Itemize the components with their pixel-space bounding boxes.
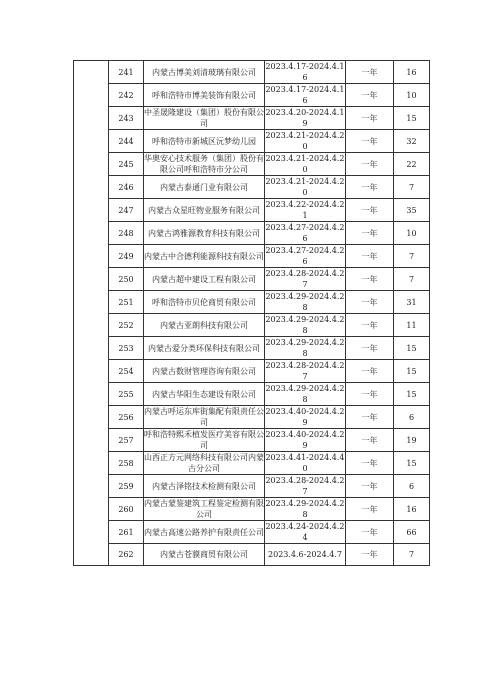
validity-period-cell: 2023.4.21-2024.4.20 [265,131,345,151]
validity-period-cell: 2023.4.20-2024.4.19 [265,108,345,128]
table-row [74,314,430,337]
row-number-cell: 246 [109,176,144,199]
row-number-cell: 262 [109,544,144,566]
count-cell: 15 [394,383,430,406]
company-name-cell: 内蒙古亚朗科技有限公司 [144,314,265,337]
validity-period-cell: 2023.4.17-2024.4.16 [265,85,345,105]
table-row [74,521,430,544]
term-cell: 一年 [346,176,394,199]
term-cell: 一年 [346,498,394,521]
company-name-cell: 呼和浩特市博美装饰有限公司 [144,84,265,107]
count-cell: 7 [394,268,430,291]
table-row [74,452,430,475]
count-cell: 6 [394,475,430,498]
row-number-cell: 243 [109,107,144,130]
row-number-cell: 254 [109,360,144,383]
validity-period-cell: 2023.4.24-2024.4.24 [265,522,345,542]
validity-period-cell: 2023.4.21-2024.4.20 [265,177,345,197]
company-name-cell: 内蒙古超中建设工程有限公司 [144,268,265,291]
count-cell: 6 [394,406,430,429]
row-number-cell: 241 [109,61,144,84]
row-number-cell: 249 [109,245,144,268]
row-number-cell: 261 [109,521,144,544]
table-row [74,291,430,314]
term-cell: 一年 [346,475,394,498]
company-name-cell: 内蒙古众星旺物业服务有限公司 [144,199,265,222]
records-table [73,60,430,566]
validity-period-cell: 2023.4.28-2024.4.27 [265,361,345,381]
count-cell: 15 [394,107,430,130]
validity-period-cell: 2023.4.41-2024.4.40 [265,453,345,473]
count-cell: 16 [394,498,430,521]
validity-period-cell: 2023.4.29-2024.4.28 [265,315,345,335]
validity-period-cell: 2023.4.22-2024.4.21 [265,200,345,220]
company-name-cell: 呼和浩特市贝伦商贸有限公司 [144,291,265,314]
count-cell: 7 [394,544,430,566]
row-number-cell: 259 [109,475,144,498]
company-name-cell: 内蒙古呼运东库街集配有限责任公司 [144,407,264,427]
row-number-cell: 251 [109,291,144,314]
company-name-cell: 内蒙古华阳生态建设有限公司 [144,383,265,406]
row-number-cell: 252 [109,314,144,337]
term-cell: 一年 [346,199,394,222]
term-cell: 一年 [346,153,394,176]
validity-period-cell: 2023.4.21-2024.4.20 [265,154,345,174]
company-name-cell: 华奥安心技术服务（集团）股份有限公司呼和浩特市分公司 [144,154,264,174]
table-row [74,406,430,429]
count-cell: 31 [394,291,430,314]
validity-period-cell: 2023.4.17-2024.4.16 [265,62,345,82]
term-cell: 一年 [346,337,394,360]
table-row [74,84,430,107]
term-cell: 一年 [346,245,394,268]
row-number-cell: 245 [109,153,144,176]
validity-period-cell: 2023.4.40-2024.4.29 [265,407,345,427]
count-cell: 15 [394,452,430,475]
table-row [74,245,430,268]
table-row [74,199,430,222]
validity-period-cell: 2023.4.27-2024.4.26 [265,246,345,266]
company-name-cell: 内蒙古泰通门业有限公司 [144,176,265,199]
row-number-cell: 255 [109,383,144,406]
table-row [74,360,430,383]
count-cell: 7 [394,176,430,199]
row-number-cell: 248 [109,222,144,245]
table-row [74,176,430,199]
table-row [74,429,430,452]
count-cell: 10 [394,222,430,245]
count-cell: 19 [394,429,430,452]
table-row [74,383,430,406]
table-row [74,544,430,566]
validity-period-cell: 2023.4.29-2024.4.28 [265,499,345,519]
validity-period-cell: 2023.4.28-2024.4.27 [265,269,345,289]
term-cell: 一年 [346,452,394,475]
company-name-cell: 山西正方元网络科技有限公司内蒙古分公司 [144,453,264,473]
term-cell: 一年 [346,61,394,84]
table-row [74,61,430,84]
table-row [74,130,430,153]
row-number-cell: 258 [109,452,144,475]
validity-period-cell: 2023.4.29-2024.4.28 [265,338,345,358]
row-number-cell: 257 [109,429,144,452]
count-cell: 7 [394,245,430,268]
table-row [74,498,430,521]
validity-period-cell: 2023.4.40-2024.4.29 [265,430,345,450]
count-cell: 16 [394,61,430,84]
count-cell: 11 [394,314,430,337]
term-cell: 一年 [346,521,394,544]
row-number-cell: 256 [109,406,144,429]
validity-period-cell: 2023.4.28-2024.4.27 [265,476,345,496]
validity-period-cell: 2023.4.6-2024.4.7 [265,544,346,566]
term-cell: 一年 [346,291,394,314]
validity-period-cell: 2023.4.29-2024.4.28 [265,292,345,312]
company-name-cell: 中圣晟隆建设（集团）股份有限公司 [144,108,264,128]
row-number-cell: 253 [109,337,144,360]
term-cell: 一年 [346,544,394,566]
table-row [74,268,430,291]
table-row [74,337,430,360]
count-cell: 10 [394,84,430,107]
row-number-cell: 247 [109,199,144,222]
term-cell: 一年 [346,107,394,130]
term-cell: 一年 [346,268,394,291]
company-name-cell: 内蒙古鸿雅源教育科技有限公司 [144,222,265,245]
term-cell: 一年 [346,383,394,406]
table-row [74,107,430,130]
company-name-cell: 呼和浩特市新城区沅梦幼儿园 [144,130,265,153]
table-row [74,153,430,176]
term-cell: 一年 [346,429,394,452]
table-body [74,61,430,566]
table-row [74,475,430,498]
company-name-cell: 内蒙古苍貘商贸有限公司 [144,544,265,566]
company-name-cell: 内蒙古数财管理咨询有限公司 [144,360,265,383]
company-name-cell: 呼和浩特熙禾植发医疗美容有限公司 [144,430,264,450]
count-cell: 32 [394,130,430,153]
term-cell: 一年 [346,130,394,153]
term-cell: 一年 [346,222,394,245]
company-name-cell: 内蒙古蒙鉴建筑工程鉴定检测有限公司 [144,499,264,519]
company-name-cell: 内蒙古高速公路养护有限责任公司 [144,521,265,544]
company-name-cell: 内蒙古博美刘清玻璃有限公司 [144,61,265,84]
company-name-cell: 内蒙古泽铭技术检测有限公司 [144,475,265,498]
merged-category-cell [74,61,109,566]
row-number-cell: 250 [109,268,144,291]
table-row [74,222,430,245]
count-cell: 22 [394,153,430,176]
term-cell: 一年 [346,406,394,429]
validity-period-cell: 2023.4.29-2024.4.28 [265,384,345,404]
row-number-cell: 260 [109,498,144,521]
count-cell: 15 [394,337,430,360]
row-number-cell: 242 [109,84,144,107]
company-name-cell: 内蒙古中合德利能源科技有限公司 [144,245,265,268]
company-name-cell: 内蒙古爱分类环保科技有限公司 [144,337,265,360]
row-number-cell: 244 [109,130,144,153]
count-cell: 15 [394,360,430,383]
term-cell: 一年 [346,360,394,383]
count-cell: 66 [394,521,430,544]
validity-period-cell: 2023.4.27-2024.4.26 [265,223,345,243]
count-cell: 35 [394,199,430,222]
term-cell: 一年 [346,314,394,337]
term-cell: 一年 [346,84,394,107]
